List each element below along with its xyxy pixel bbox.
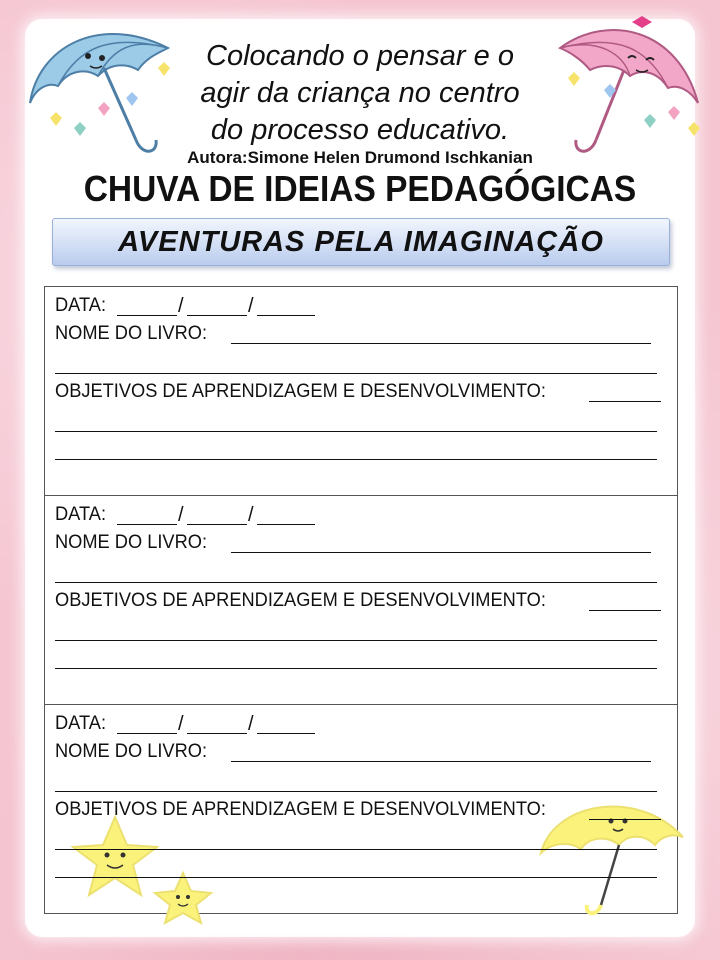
author-credit: Autora:Simone Helen Drumond Ischkanian	[187, 148, 533, 167]
banner-text: AVENTURAS PELA IMAGINAÇÃO	[118, 225, 604, 258]
date-separator: /	[248, 504, 254, 526]
objectives-field[interactable]	[589, 610, 661, 611]
worksheet-entry	[45, 496, 677, 705]
worksheet-entry	[45, 705, 677, 915]
date-month-field[interactable]	[187, 524, 247, 525]
tagline	[150, 38, 570, 149]
objectives-line[interactable]	[55, 877, 657, 878]
date-label: DATA:	[55, 295, 107, 316]
objectives-line[interactable]	[55, 459, 657, 460]
tagline-line-3: do processo educativo.	[210, 114, 510, 146]
book-name-field[interactable]	[231, 552, 651, 553]
book-name-continuation-line[interactable]	[55, 373, 657, 374]
date-month-field[interactable]	[187, 315, 247, 316]
book-name-label: NOME DO LIVRO:	[55, 323, 208, 344]
date-separator: /	[248, 295, 254, 317]
date-label: DATA:	[55, 504, 107, 525]
objectives-line[interactable]	[55, 431, 657, 432]
date-day-field[interactable]	[117, 524, 177, 525]
objectives-label: OBJETIVOS DE APRENDIZAGEM E DESENVOLVIMENTO:	[55, 381, 546, 402]
date-separator: /	[178, 504, 184, 526]
book-name-label: NOME DO LIVRO:	[55, 532, 208, 553]
objectives-field[interactable]	[589, 819, 661, 820]
tagline-line-2: agir da criança no centro	[200, 77, 520, 109]
worksheet-entry	[45, 287, 677, 496]
worksheet-form	[44, 286, 678, 914]
book-name-label: NOME DO LIVRO:	[55, 741, 208, 762]
date-label: DATA:	[55, 713, 107, 734]
pink-umbrella-illustration	[548, 8, 708, 168]
date-day-field[interactable]	[117, 733, 177, 734]
date-year-field[interactable]	[257, 315, 315, 316]
date-month-field[interactable]	[187, 733, 247, 734]
date-separator: /	[178, 295, 184, 317]
objectives-line[interactable]	[55, 849, 657, 850]
main-title: CHUVA DE IDEIAS PEDAGÓGICAS	[83, 168, 637, 209]
objectives-line[interactable]	[55, 668, 657, 669]
title-banner	[52, 218, 670, 266]
date-separator: /	[178, 713, 184, 735]
date-year-field[interactable]	[257, 524, 315, 525]
tagline-line-1: Colocando o pensar e o	[206, 40, 514, 72]
objectives-line[interactable]	[55, 640, 657, 641]
objectives-label: OBJETIVOS DE APRENDIZAGEM E DESENVOLVIMENTO:	[55, 590, 546, 611]
book-name-continuation-line[interactable]	[55, 791, 657, 792]
objectives-label: OBJETIVOS DE APRENDIZAGEM E DESENVOLVIMENTO:	[55, 799, 546, 820]
yellow-umbrella-decoration	[537, 793, 687, 923]
date-year-field[interactable]	[257, 733, 315, 734]
objectives-field[interactable]	[589, 401, 661, 402]
date-day-field[interactable]	[117, 315, 177, 316]
book-name-field[interactable]	[231, 761, 651, 762]
book-name-continuation-line[interactable]	[55, 582, 657, 583]
smiling-stars-decoration	[65, 815, 245, 925]
date-separator: /	[248, 713, 254, 735]
book-name-field[interactable]	[231, 343, 651, 344]
